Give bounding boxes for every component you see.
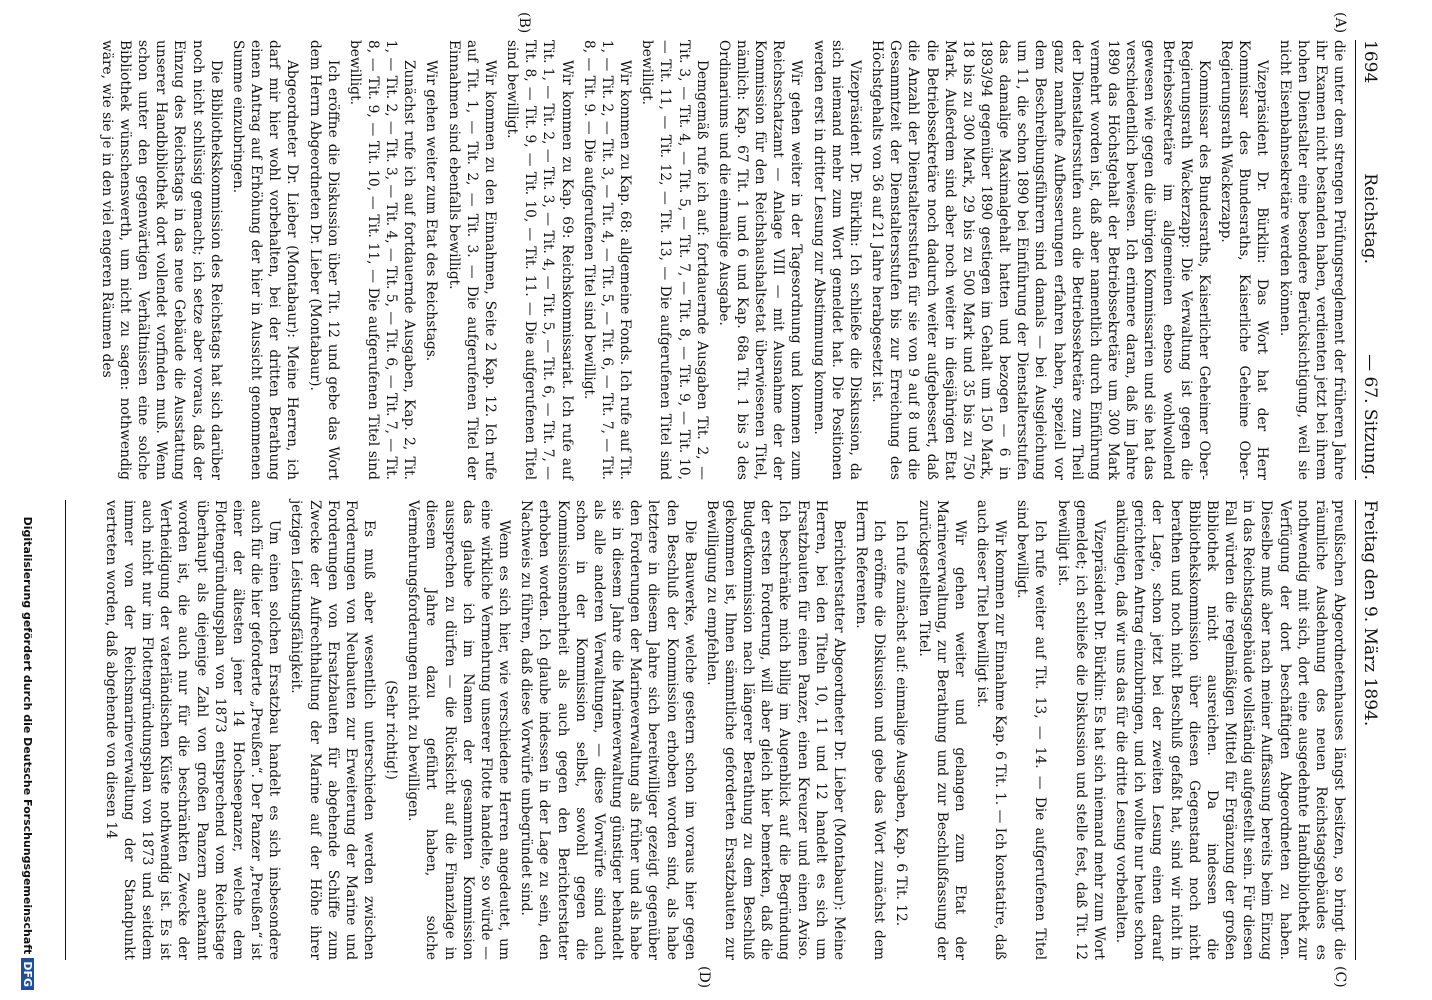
margin-marker-c: (C) <box>1332 966 1348 988</box>
paragraph: Wir kommen zu Kap. 68: allgemeine Fonds. Ich rufe auf Tit. 1, — Tit. 2, — Tit. 3, — Tit. 4, — Tit. 5, — Tit. 6, — Tit. 7, — Tit. 8, — Tit. 9. — Die aufgerufenen Titel sind bewilligt. <box>580 40 634 480</box>
paragraph: Ich rufe weiter auf Tit. 13, — 14. — Die aufgerufenen Titel sind bewilligt. <box>1014 500 1049 960</box>
paragraph: Vizepräsident Dr. Bürklin: Ich schließe die Diskussion, da sich niemand mehr zum Wort gemeldet hat. Die Positionen werden erst in dritter Lesung zur Abstimmung kommen. <box>810 40 863 480</box>
footer-rule <box>65 500 66 960</box>
page-content <box>72 0 1432 1000</box>
header-rule-left <box>1355 40 1356 480</box>
paragraph: Ich eröffne die Diskussion und gebe das Wort zunächst dem Herrn Referenten. <box>853 500 888 960</box>
paragraph: Wir kommen zu Kap. 69: Reichskommissariat. Ich rufe auf Tit. 1, — Tit. 2, — Tit. 3, — Tit. 4, — Tit. 5, — Tit. 6, — Tit. 7, — Tit. 8, — Tit. 9, — Tit. 10, — Tit. 11. — Die aufgerufenen Titel sind bewilligt. <box>504 40 575 480</box>
paragraph: Die Bibliothekskommission des Reichstags hat sich darüber noch nicht schlüssig gemacht; ich setze aber voraus, daß der Einzug des Reichstags in das neue Gebäude die Ausstattung unserer Handbibliothek dort vollendet vorfinden muß. Wenn schon unter den gegenwärtigen Verhältnissen eine solche Bibliothek wünschenswerth, um nicht zu sagen: nothwendig wäre, wie sie je in den viel engeren Räumen des <box>98 40 224 480</box>
margin-marker-a: (A) <box>1332 12 1348 34</box>
paragraph: Wir gehen weiter in der Tagesordnung und kommen zum Reichsschatzamt — Anlage VIII — mit Ausnahme der der Kommission für den Reichshaushaltsetat überwiesenen Titel, nämlich: Kap. 67 Tit. 1 und 6 und Kap. 68a Tit. 1 bis 3 des Ordinariums und die einmalige Ausgabe. <box>715 40 805 480</box>
left-page-header <box>1360 40 1386 480</box>
session-number: — 67. Sitzung. <box>1360 354 1380 480</box>
paragraph: Berichterstatter Abgeordneter Dr. Lieber (Montabaur): Meine Herren, bei den Titeln 10, 11 und 12 handelt es sich um Ersatzbauten für einen Panzer, einen Kreuzer und einen Aviso. Ich beschränke mich billig im Augenblick auf die Begründung der ersten Forderung, will aber gleich hier bemerken, daß die Budgetkommission nach längerer Berathung zu dem Beschluß gekommen ist, Ihnen sämmtliche geforderten Ersatzbauten zur Bewilligung zu empfehlen. <box>703 500 847 960</box>
paragraph: Wir kommen zu den Einnahmen, Seite 2 Kap. 12. Ich rufe auf Tit. 1, — Tit. 2, — Tit. 3. — Die aufgerufenen Titel der Einnahmen sind ebenfalls bewilligt. <box>445 40 498 480</box>
paragraph: Ich rufe zunächst auf: einmalige Ausgaben, Kap. 6 Tit. 12. <box>893 520 910 927</box>
paragraph: Vizepräsident Dr. Bürklin: Es hat sich niemand mehr zum Wort gemeldet; ich schließe die Diskussion und stelle fest, daß Tit. 12 bewilligt ist. <box>1054 500 1107 960</box>
margin-marker-d: (D) <box>696 966 712 989</box>
session-date: Freitag den 9. März 1894. <box>1360 500 1380 727</box>
interjection: (Sehr richtig!) <box>383 680 400 780</box>
right-page-header <box>1360 500 1386 960</box>
credit-text: Digitalisierung gefördert durch die Deutsche Forschungsgemeinschaft <box>21 516 34 955</box>
page-number: 1694 <box>1360 40 1380 84</box>
paragraph: die unter dem strengen Prüfungsreglement der früheren Jahre ihr Examen nicht bestanden haben, verdienten jetzt bei ihrem hohen Dienstalter eine besondere Berücksichtigung, weil sie nicht Eisenbahnsekretäre werden können. <box>1276 40 1347 480</box>
paragraph: preußischen Abgeordnetenhauses längst besitzen, so bringt die räumliche Ausdehnung des neuen Reichstagsgebäudes es nothwendig mit sich, dort eine ausgedehnte Handbibliothek zur Verfügung der dort beschäftigten Abgeordneten zu haben. Dieselbe muß aber nach meiner Auffassung bereits beim Einzug in das Reichstagsgebäude vollständig aufgestellt sein. Für diesen Fall würden die regelmäßigen Mittel für Ergänzung der großen Bibliothek nicht ausreichen. Da indessen die Bibliothekskommission über diesen Gegenstand noch nicht berathen und noch nicht Beschluß gefaßt hat, sind wir nicht in der Lage, schon jetzt bei der zweiten Lesung einen darauf gerichteten Antrag einzubringen, und ich wollte nur heute schon ankündigen, daß wir uns das für die dritte Lesung vorbehalten. <box>1113 500 1347 960</box>
paragraph: Demgemäß rufe ich auf: fortdauernde Ausgaben Tit. 2, — Tit. 3, — Tit. 4, — Tit. 5, — Tit. 7, — Tit. 8, — Tit. 9, — Tit. 10, — Tit. 11, — Tit. 12, — Tit. 13, — Die aufgerufenen Titel sind bewilligt. <box>639 40 710 480</box>
paragraph: Zunächst rufe ich auf fortdauernde Ausgaben, Kap. 2, Tit. 1, — Tit. 2, — Tit. 3, — Tit. 4, — Tit. 5, — Tit. 6, — Tit. 7, — Tit. 8, — Tit. 9, — Tit. 10, — Tit. 11, — Die aufgerufenen Titel sind bewilligt. <box>346 40 418 480</box>
paragraph: Vizepräsident Dr. Bürklin: Das Wort hat der Herr Kommissar des Bundesraths, Kaiserliche Geheime Ober-Regierungsrath Wackerzapp. <box>1218 40 1271 480</box>
header-rule-right <box>1355 500 1356 960</box>
paragraph: Wir kommen zur Einnahme Kap. 6 Tit. 1. — Ich konstatire, daß auch dieser Titel bewilligt ist. <box>974 500 1009 960</box>
paragraph: Wir gehen weiter und gelangen zum Etat der Marineverwaltung, zur Berathung und zur Beschlußfassung der zurückgestellten Titel. <box>915 500 968 960</box>
paragraph: Kommissar des Bundesraths, Kaiserlicher Geheimer Ober-Regierungsrath Wackerzapp: Die Verwaltung ist gegen die Betriebssekretäre im allgemeinen ebenso wohlwollend gewesen wie gegen die übrigen Kommissarien und sie hat das verschiedentlich bewiesen. Ich erinnere daran, daß im Jahre 1890 das Höchstgehalt der Betriebssekretäre um 300 Mark vermehrt worden ist, daß aber namentlich durch Einführung der Dienstaltersstufen auch die Betriebssekretäre zum Theil ganz namhafte Aufbesserungen erfahren haben, speziell vor dem Beschreibungsführern sind damals — bei Ausgleichung um 11, die schon 1890 bei Einführung der Dienstaltersstufen das damalige Maximalgehalt hatten und bezogen — 6 in 1893/94 gegenüber 1890 gestiegen im Gehalt um 150 Mark, 18 bis zu 300 Mark, 29 bis zu 500 Mark und 35 bis zu 750 Mark. Außerdem sind aber noch weiter in diesjährigen Etat die Betriebssekretäre noch dadurch weiter aufgebessert, daß die Anzahl der Dienstaltersstufen für sie von 9 auf 8 und die Gesammtzeit der Dienstaltersstufen bis zur Erreichung des Höchstgehalts von 36 auf 21 Jahre herabgesetzt ist. <box>869 40 1212 480</box>
dfg-logo: DFG <box>21 958 34 990</box>
paragraph: Ich eröffne die Diskussion über Tit. 12 und gebe das Wort dem Herrn Abgeordneten Dr. Lieber (Montabaur). <box>306 40 341 480</box>
paragraph: Es muß aber wesentlich unterschieden werden zwischen Forderungen von Neubauten zur Erweiterung der Marine und Forderungen von Ersatzbauten für abgehende Schiffe zum Zwecke der Aufrechthaltung der Marine auf der Höhe ihrer jetzigen Leistungsfähigkeit. <box>288 500 378 960</box>
publication-title: Reichstag. <box>1360 173 1380 265</box>
paragraph: Abgeordneter Dr. Lieber (Montabaur): Meine Herren, ich darf mir hier wohl vorbehalten, bei der dritten Berathung einen Antrag auf Erhöhung der hier in Aussicht genommenen Summe einzubringen. <box>229 40 301 480</box>
paragraph: Wenn es sich hier, wie verschiedene Herren angedeutet, um eine wirkliche Vermehrung unserer Flotte handelte, so würde — das glaube ich im Namen der gesammten Kommission aussprechen zu dürfen — die Rücksicht auf die Finanzlage in diesem Jahre dazu geführt haben, solche Vermehrungsforderungen nicht zu bewilligen. <box>405 500 513 960</box>
paragraph: Um einen solchen Ersatzbau handelt es sich insbesondere auch für die hier geforderte „Preußen“. Der Panzer „Preußen“ ist einer der ältesten jener 14 Hochseepanzer, welche dem Flottengründungsplan von 1873 entsprechend vom Reichstage überhaupt als diejenige Zahl von großen Panzern anerkannt worden ist, die auch nur für die beschränkten Zwecke der Vertheidigung der vaterländischen Küste nothwendig ist. Es ist auch nicht nur im Flottengründungsplan von 1873 und seitdem immer von der Reichsmarineverwaltung der Standpunkt vertreten worden, daß abgehende von diesen 14 <box>102 500 283 960</box>
right-text-column <box>98 500 1348 960</box>
margin-marker-b: (B) <box>516 12 532 34</box>
left-text-column <box>94 40 1348 480</box>
paragraph: Die Bauwerke, welche gestern schon im voraus hier gegen den Beschluß der Kommission erhoben worden sind, als habe letztere in diesem Jahre sich bereitwilliger gezeigt gegenüber den Forderungen der Marineverwaltung als früher und als habe sie in diesem Jahre die Marineverwaltung günstiger behandelt als alle anderen Verwaltungen, — diese Vorwürfe sind auch schon in der Kommission selbst, sowohl gegen die Kommissionsmehrheit als auch gegen den Berichterstatter erhoben worden. Ich glaube indessen in der Lage zu sein, den Nachweis zu führen, daß diese Vorwürfe unbegründet sind. <box>518 500 698 960</box>
digitization-credit <box>21 10 34 990</box>
paragraph: Wir gehen weiter zum Etat des Reichstags. <box>423 60 440 362</box>
